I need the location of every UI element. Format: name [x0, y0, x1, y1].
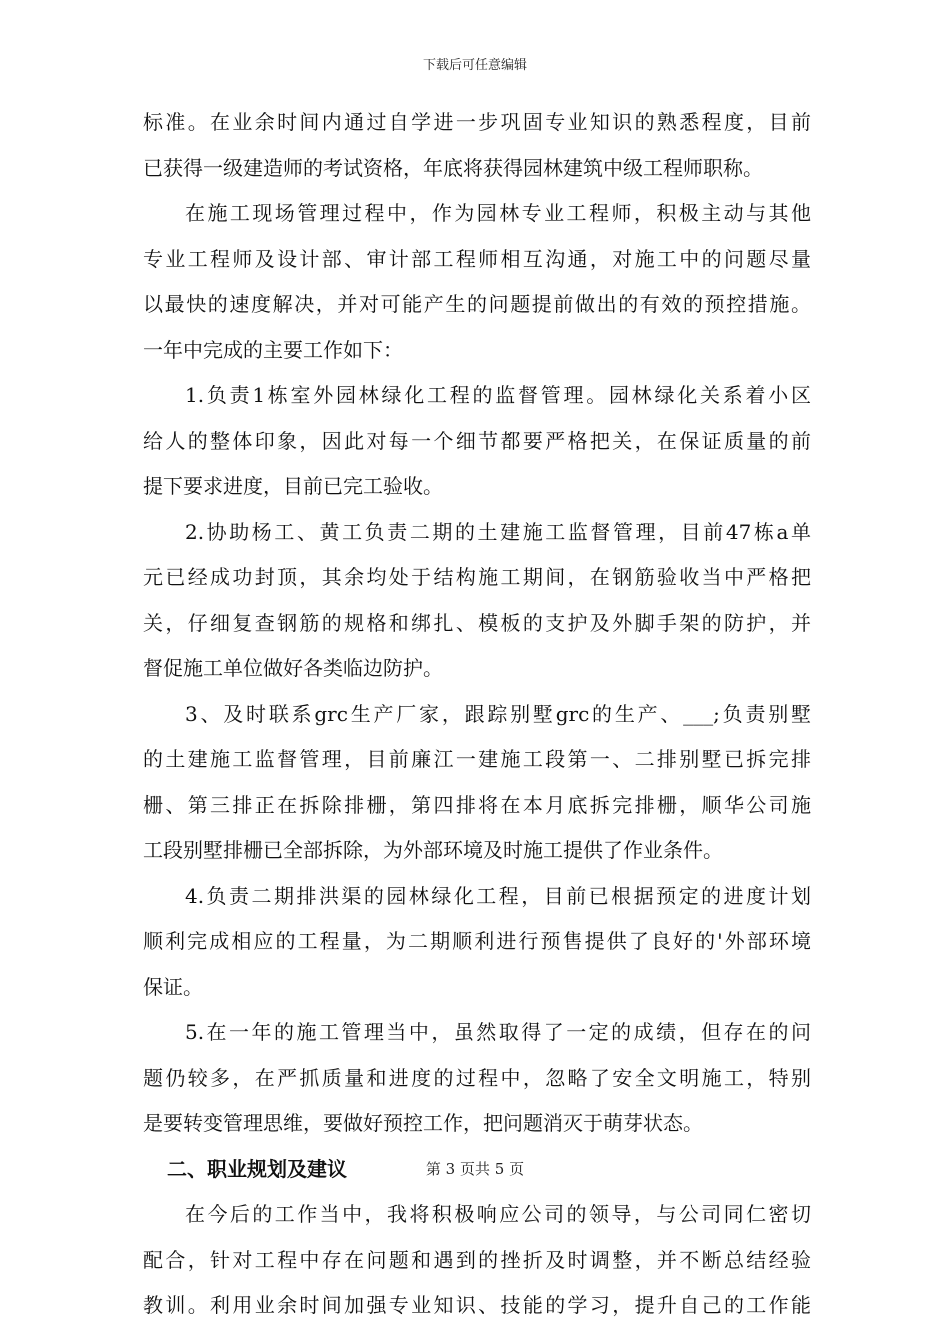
text-line: 关，仔细复查钢筋的规格和绑扎、模板的支护及外脚手架的防护，并 — [143, 610, 811, 635]
page-footer: 第 3 页共 5 页 — [425, 1160, 525, 1178]
list-item-5: 5.在一年的施工管理当中，虽然取得了一定的成绩，但存在的问 — [185, 1020, 811, 1044]
text-line: 是要转变管理思维，要做好预控工作，把问题消灭于萌芽状态。 — [143, 1111, 703, 1135]
text-line: 专业工程师及设计部、审计部工程师相互沟通，对施工中的问题尽量 — [143, 246, 811, 271]
paragraph-start: 在施工现场管理过程中，作为园林专业工程师，积极主动与其他 — [185, 201, 811, 225]
text-line: 栅、第三排正在拆除排栅，第四排将在本月底拆完排栅，顺华公司施 — [143, 792, 811, 817]
text-line: 提下要求进度，目前已完工验收。 — [143, 474, 443, 498]
page-header: 下载后可任意编辑 — [422, 58, 527, 73]
text-line: 元已经成功封顶，其余均处于结构施工期间，在钢筋验收当中严格把 — [143, 565, 811, 589]
text-line: 教训。利用业余时间加强专业知识、技能的学习，提升自己的工作能 — [143, 1293, 811, 1317]
text-line: 配合，针对工程中存在问题和遇到的挫折及时调整，并不断总结经验 — [143, 1247, 811, 1272]
list-item-4: 4.负责二期排洪渠的园林绿化工程，目前已根据预定的进度计划 — [185, 883, 811, 908]
text-line: 的土建施工监督管理，目前廉江一建施工段第一、二排别墅已拆完排 — [143, 747, 811, 771]
list-item-3: 3、及时联系grc生产厂家，跟踪别墅grc的生产、___;负责别墅 — [185, 701, 811, 726]
paragraph-start: 在今后的工作当中，我将积极响应公司的领导，与公司同仁密切 — [185, 1202, 811, 1226]
text-line: 督促施工单位做好各类临边防护。 — [143, 656, 443, 680]
text-line: 题仍较多，在严抓质量和进度的过程中，忽略了安全文明施工，特别 — [143, 1065, 811, 1090]
list-item-2: 2.协助杨工、黄工负责二期的土建施工监督管理，目前47栋a单 — [185, 519, 811, 544]
text-line: 给人的整体印象，因此对每一个细节都要严格把关，在保证质量的前 — [143, 428, 811, 453]
text-line: 工段别墅排栅已全部拆除，为外部环境及时施工提供了作业条件。 — [143, 838, 723, 862]
text-line: 已获得一级建造师的考试资格，年底将获得园林建筑中级工程师职称。 — [143, 155, 763, 180]
list-item-1: 1.负责1栋室外园林绿化工程的监督管理。园林绿化关系着小区 — [185, 383, 811, 407]
text-line: 顺利完成相应的工程量，为二期顺利进行预售提供了良好的'外部环境 — [143, 929, 811, 953]
text-line: 保证。 — [143, 974, 203, 999]
text-line: 一年中完成的主要工作如下： — [143, 337, 403, 362]
section-heading: 二、职业规划及建议 — [167, 1156, 347, 1181]
document-body — [143, 100, 811, 1329]
text-line: 以最快的速度解决，并对可能产生的问题提前做出的有效的预控措施。 — [143, 292, 811, 316]
text-line: 标准。在业余时间内通过自学进一步巩固专业知识的熟悉程度，目前 — [143, 110, 811, 134]
